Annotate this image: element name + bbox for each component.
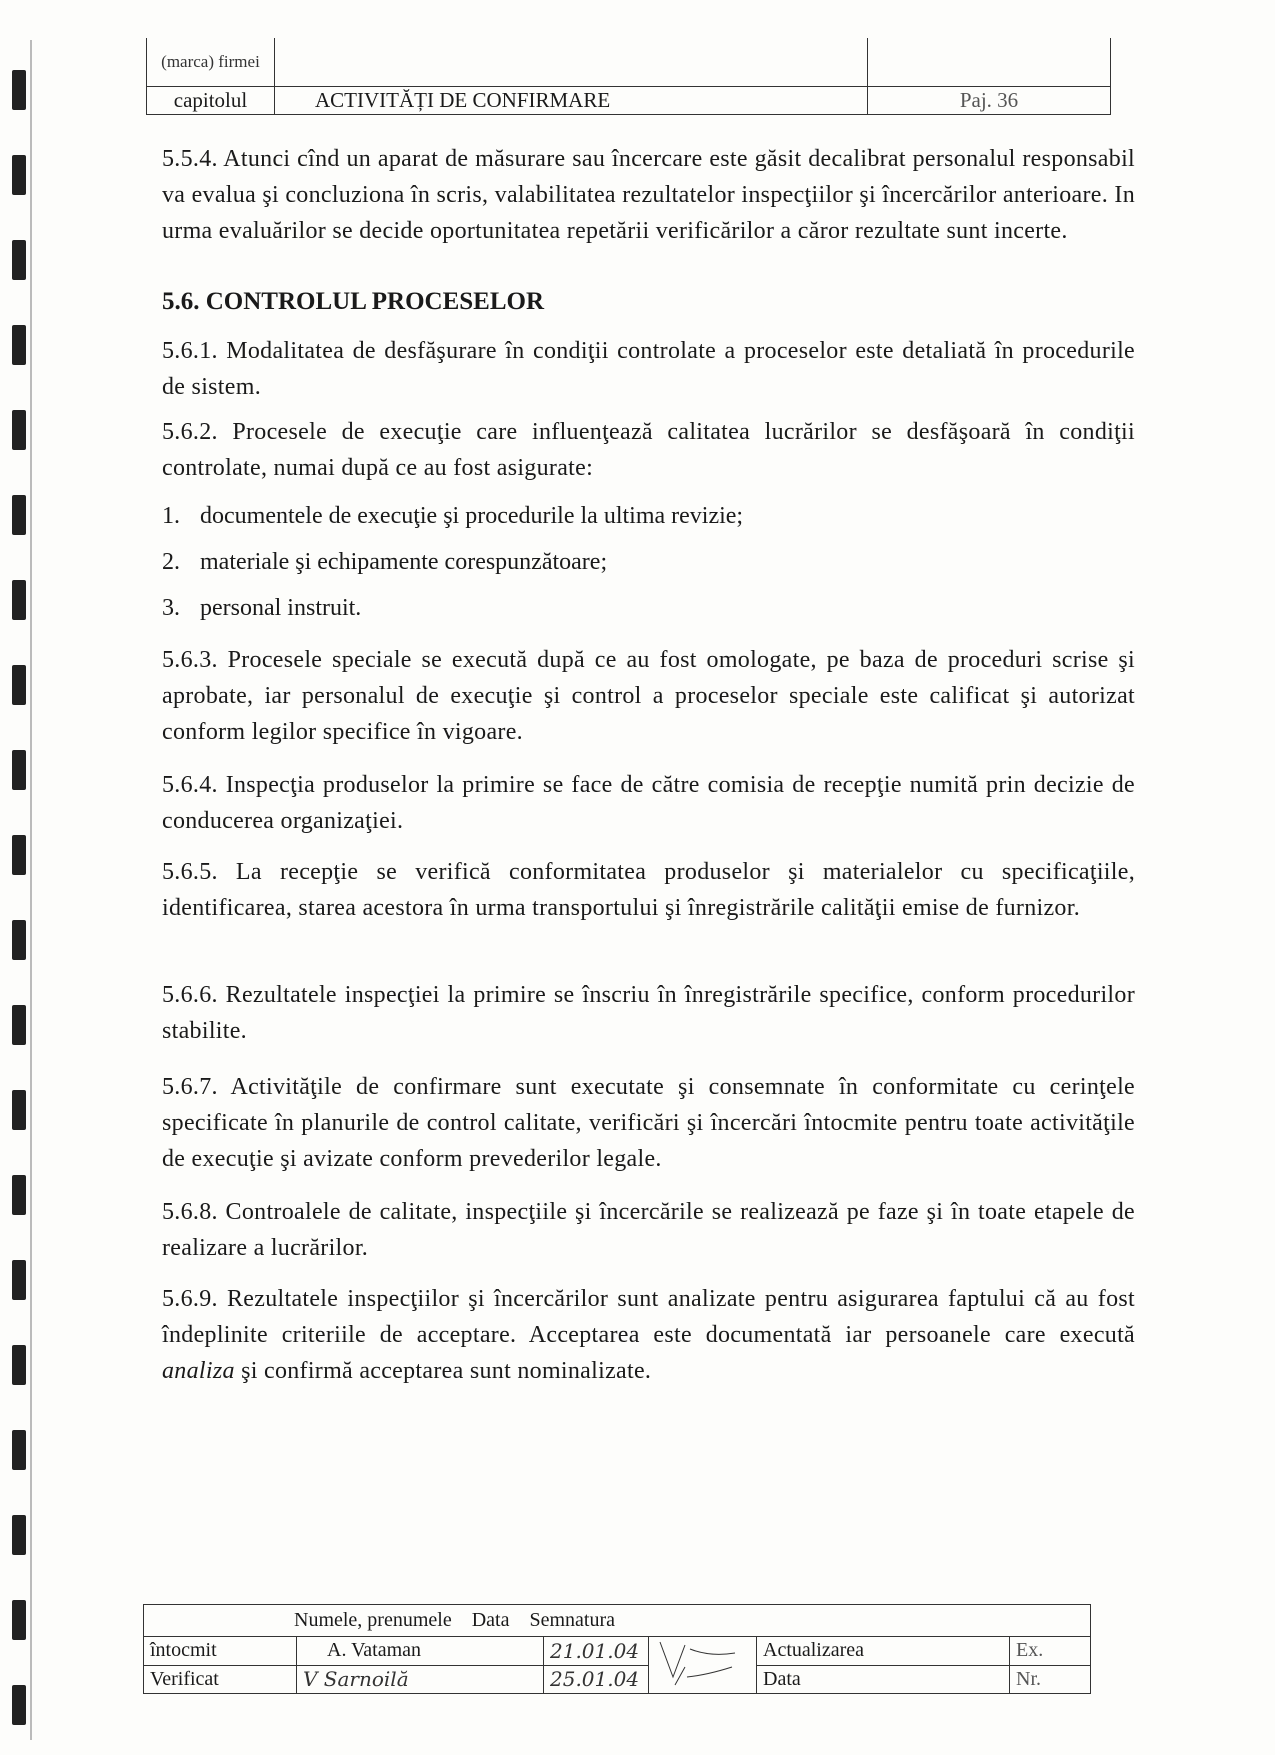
paragraph-5-6-8: 5.6.8. Controalele de calitate, inspecţiile şi încercările se realizează pe faze şi în toate etapele de realizare a lucrărilor. [162,1199,1135,1261]
ex-label: Ex. [1010,1637,1091,1666]
text: 5.6.9. Rezultatele inspecţiilor şi încercărilor sunt analizate pentru asigurarea faptului că au fost îndeplinite criteriile de acceptare. Acceptarea este documentată iar persoanele care execută [162,1286,1135,1348]
page-number: Paj. 36 [868,86,1111,114]
date-cell: 25.01.04 [544,1665,649,1694]
company-mark: (marca) firmei [147,38,275,86]
paragraph-5-6-7: 5.6.7. Activităţile de confirmare sunt executate şi consemnate în conformitate cu cerinţele specificate în planurile de control calitate, verificări şi încercări întocmite pentru toate activităţile de execuţie şi avizate conform prevederilor legale. [162,1074,1135,1172]
header-table [146,38,1111,115]
list-item [162,503,743,530]
column-headers: Numele, prenumele Data Semnatura [144,1605,1091,1637]
paragraph-5-6-2: 5.6.2. Procesele de execuţie care influenţează calitatea lucrărilor se desfăşoară în condiţii controlate, numai după ce au fost asigurate: [162,419,1135,481]
chapter-title: ACTIVITĂȚI DE CONFIRMARE [275,86,868,114]
list-item [162,595,361,622]
list-number: 2. [162,549,180,575]
name-cell: V Sarnoilă [297,1665,544,1694]
paragraph-5-6-1: 5.6.1. Modalitatea de desfăşurare în condiţii controlate a proceselor este detaliată în procedurile de sistem. [162,338,1135,400]
date-label: Data [757,1665,1010,1694]
italic-text: analiza [162,1358,235,1384]
date-cell: 21.01.04 [544,1637,649,1666]
row-label: Verificat [144,1665,297,1694]
list-text: personal instruit. [200,595,362,621]
binding-holes [10,40,32,1740]
text: şi confirmă acceptarea sunt nominalizate. [234,1358,652,1384]
paragraph-5-6-4: 5.6.4. Inspecţia produselor la primire se face de către comisia de recepţie numită prin decizie de conducerea organizaţiei. [162,772,1135,834]
chapter-label: capitolul [147,86,275,114]
name-cell: A. Vataman [297,1637,544,1666]
paragraph-5-6-6: 5.6.6. Rezultatele inspecţiei la primire se înscriu în înregistrările specifice, conform procedurilor stabilite. [162,982,1135,1044]
paragraph-5-5-4: 5.5.4. Atunci cînd un aparat de măsurare sau încercare este găsit decalibrat personalul responsabil va evalua şi concluziona în scris, valabilitatea rezultatelor inspecţiilor şi încercărilor anterioare. In urma evaluărilor se decide oportunitatea repetării verificărilor a căror rezultate sunt incerte. [162,146,1135,244]
paragraph-5-6-5: 5.6.5. La recepţie se verifică conformitatea produselor şi materialelor cu specificaţiile, identificarea, starea acestora în urma transportului şi înregistrările calităţii emise de furnizor. [162,859,1135,921]
list-item [162,549,607,576]
list-number: 3. [162,595,180,621]
approval-table [143,1604,1091,1694]
nr-label: Nr. [1010,1665,1091,1694]
signature-cell [649,1637,757,1694]
list-text: materiale şi echipamente corespunzătoare; [200,549,608,575]
paragraph-5-6-9 [162,1281,1135,1389]
update-label: Actualizarea [757,1637,1010,1666]
section-heading: 5.6. CONTROLUL PROCESELOR [162,288,545,315]
list-text: documentele de execuţie şi procedurile la ultima revizie; [200,503,744,529]
row-label: întocmit [144,1637,297,1666]
list-number: 1. [162,503,180,529]
paragraph-5-6-3: 5.6.3. Procesele speciale se execută după ce au fost omologate, pe baza de proceduri scrise şi aprobate, iar personalul de execuţie şi control a proceselor speciale este calificat şi autorizat conform legilor specifice în vigoare. [162,647,1135,745]
signature-icon [655,1637,745,1687]
